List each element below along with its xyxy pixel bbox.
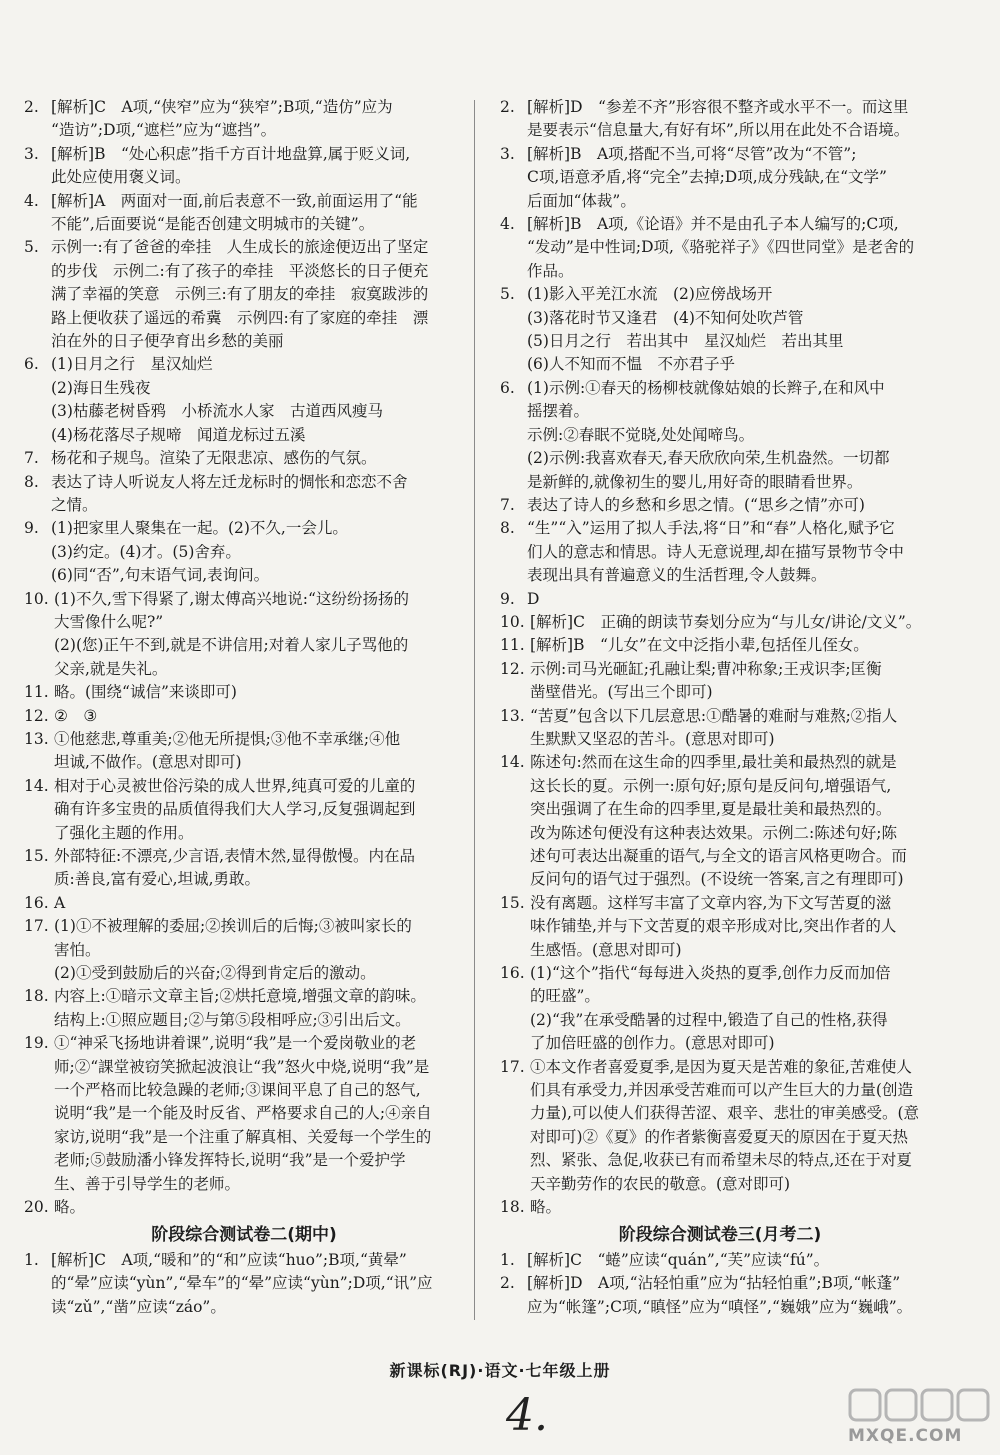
answer-item (500, 283, 940, 377)
answer-line: (1)不久,雪下得紧了,谢太傅高兴地说:“这纷纷扬扬的 (54, 589, 409, 608)
answer-line: 后面加“体裁”。 (527, 191, 636, 210)
answer-number: 15. (24, 847, 49, 865)
answer-item (500, 892, 940, 962)
answer-item (24, 447, 464, 470)
answer-line: [解析]B A项,搭配不当,可将“尽管”改为“不管”; (527, 144, 857, 163)
answer-number: 5. (24, 238, 39, 257)
answer-line: 没有离题。这样写丰富了文章内容,为下文写苦夏的滋 (530, 893, 892, 912)
answer-line: ①“神采飞扬地讲着课”,说明“我”是一个爱岗敬业的老 (54, 1034, 417, 1053)
answer-number: 11. (24, 683, 49, 702)
answer-item (24, 985, 464, 1032)
answer-line: 作品。 (527, 261, 574, 280)
answer-line: [解析]D “参差不齐”形容很不整齐或水平不一。而这里 (527, 98, 909, 116)
answer-number: 3. (24, 144, 39, 163)
answer-item (500, 588, 940, 611)
answer-line: ①他慈悲,尊重美;②他无所提惧;③他不幸承继;④他 (54, 729, 401, 748)
answer-line: 的旺盛”。 (530, 987, 600, 1006)
answer-number: 20. (24, 1198, 49, 1217)
answer-number: 12. (24, 706, 49, 725)
answer-line: 生、善于引导学生的老师。 (54, 1174, 241, 1193)
answer-line: 略。 (54, 1198, 86, 1217)
answer-number: 7. (24, 449, 39, 468)
answer-item (500, 1196, 940, 1219)
right-column (500, 96, 940, 1319)
answer-item (24, 892, 464, 915)
answer-line: 改为陈述句便没有这种表达效果。示例二:陈述句好;陈 (530, 823, 897, 842)
answer-line: (3)落花时节又逢君 (4)不知何处吹芦管 (527, 308, 804, 327)
answer-line: 杨花和子规鸟。渲染了无限悲凉、感伤的气氛。 (51, 449, 377, 468)
answer-item (500, 634, 940, 657)
answer-number: 5. (500, 285, 515, 304)
answer-item (500, 962, 940, 1056)
answer-line: (6)人不知而不愠 不亦君子乎 (527, 355, 735, 374)
answer-item (24, 915, 464, 985)
answer-item (24, 681, 464, 704)
answer-line: [解析]C A项,“侠窄”应为“狭窄”;B项,“造仿”应为 (51, 98, 393, 116)
answer-number: 6. (500, 378, 515, 397)
answer-line: 家访,说明“我”是一个注重了解真相、关爱每一个学生的 (54, 1127, 432, 1146)
answer-line: 了强化主题的作用。 (54, 823, 194, 842)
answer-line: 这长长的夏。示例一:原句好;原句是反问句,增强语气, (530, 776, 892, 795)
answer-line: 烈、紧张、急促,收获已有而希望未尽的特点,还在于对夏 (530, 1151, 912, 1170)
answer-line: (5)日月之行 若出其中 星汉灿烂 若出其里 (527, 332, 844, 351)
watermark (846, 1388, 996, 1452)
answer-number: 13. (500, 706, 525, 725)
answer-item (24, 775, 464, 845)
answer-line: 外部特征:不漂亮,少言语,表情木然,显得傲慢。内在品 (54, 847, 416, 865)
answer-item (500, 751, 940, 891)
answer-item (500, 517, 940, 587)
answer-line: 味作铺垫,并与下文苦夏的艰辛形成对比,突出作者的人 (530, 917, 897, 936)
answer-number: 4. (500, 215, 515, 234)
answer-line: 略。 (530, 1198, 562, 1217)
answer-item (500, 611, 940, 634)
answer-number: 19. (24, 1034, 49, 1053)
answer-item (24, 728, 464, 775)
answer-number: 10. (24, 589, 49, 608)
answer-line: [解析]C “蜷”应读“quán”,“芙”应读“fú”。 (527, 1250, 830, 1269)
answer-item (24, 588, 464, 682)
answer-line: 述句可表达出凝重的语气,与全文的语言风格更吻合。而 (530, 847, 907, 865)
answer-line: 示例:②春眠不觉晓,处处闻啼鸟。 (527, 425, 755, 444)
answer-item (500, 213, 940, 283)
answer-item (24, 190, 464, 237)
answer-line: (1)①不被理解的委屈;②挨训后的后悔;③被叫家长的 (54, 917, 412, 936)
answer-line: [解析]B “处心积虑”指千方百计地盘算,属于贬义词, (51, 144, 411, 163)
left-column (24, 96, 464, 1319)
answer-line: 老师;⑤鼓励潘小锋发挥特长,说明“我”是一个爱护学 (54, 1151, 406, 1170)
answer-line: [解析]B A项,《论语》并不是由孔子本人编写的;C项, (527, 215, 899, 234)
answer-line: [解析]D A项,“沾轻怕重”应为“拈轻怕重”;B项,“帐蓬” (527, 1274, 901, 1293)
answer-item (24, 845, 464, 892)
answer-number: 4. (24, 191, 39, 210)
answer-line: 表达了诗人听说友人将左迁龙标时的惆怅和恋恋不舍 (51, 472, 408, 491)
answer-line: (1)影入平羌江水流 (2)应傍战场开 (527, 285, 773, 304)
answer-line: 略。(围绕“诚信”来谈即可) (54, 683, 237, 702)
answer-line: D (527, 589, 540, 608)
answer-line: 应为“帐篷”;C项,“瞋怪”应为“嗔怪”,“巍娥”应为“巍峨”。 (527, 1297, 913, 1316)
answer-line: 一个严格而比较急躁的老师;③课间平息了自己的怒气, (54, 1081, 421, 1100)
answer-number: 2. (500, 1274, 515, 1293)
answer-number: 17. (500, 1057, 525, 1076)
answer-item (500, 705, 940, 752)
answer-item (24, 236, 464, 353)
page-footer: 新课标(RJ)·语文·七年级上册 (389, 1361, 611, 1380)
answer-line: 示例:司马光砸缸;孔融让梨;曹冲称象;王戎识李;匡衡 (530, 659, 882, 678)
answer-item (24, 143, 464, 190)
answer-line: “苦夏”包含以下几层意思:①酷暑的难耐与难熬;②指人 (530, 706, 898, 725)
answer-line: (3)约定。(4)才。(5)舍弃。 (51, 542, 241, 561)
answer-line: 了加倍旺盛的创作力。(意思对即可) (530, 1034, 775, 1053)
answer-line: 对即可)②《夏》的作者紫衡喜爱夏天的原因在于夏天热 (530, 1127, 909, 1146)
answer-line: 坦诚,不做作。(意思对即可) (54, 753, 242, 772)
answer-number: 6. (24, 355, 39, 374)
answer-line: (1)示例:①春天的杨柳枝就像姑娘的长辫子,在和风中 (527, 378, 885, 397)
answer-line: 大雪像什么呢?” (54, 612, 164, 631)
watermark-text: MXQE.COM (848, 1426, 963, 1446)
answer-line: 突出强调了在生命的四季里,夏是最壮美和最热烈的。 (530, 800, 892, 819)
answer-item (500, 377, 940, 494)
answer-line: (1)把家里人聚集在一起。(2)不久,一会儿。 (51, 519, 348, 538)
answer-item (24, 353, 464, 447)
answer-line: 内容上:①暗示文章主旨;②烘托意境,增强文章的韵味。 (54, 987, 426, 1006)
section-heading: 阶段综合测试卷三(月考二) (618, 1224, 822, 1245)
answer-item (24, 517, 464, 587)
answer-line: 陈述句:然而在这生命的四季里,最壮美和最热烈的就是 (530, 753, 897, 772)
answer-line: 表达了诗人的乡愁和乡思之情。(“思乡之情”亦可) (527, 495, 865, 514)
answer-line: 们人的意志和情思。诗人无意说理,却在描写景物节令中 (527, 542, 904, 561)
answer-line: 读“zǔ”,“凿”应读“záo”。 (51, 1297, 226, 1316)
answer-number: 12. (500, 659, 525, 678)
answer-line: 生感悟。(意思对即可) (530, 940, 682, 959)
answer-number: 13. (24, 729, 49, 748)
answer-line: 质:善良,富有爱心,坦诚,勇敢。 (54, 870, 261, 889)
answer-number: 16. (500, 964, 525, 983)
answer-line: 力量),可以使人们获得苦涩、艰辛、悲壮的审美感受。(意 (530, 1104, 920, 1123)
answer-number: 11. (500, 636, 525, 655)
answer-number: 7. (500, 495, 515, 514)
answer-line: [解析]B “儿女”在文中泛指小辈,包括侄儿侄女。 (530, 636, 869, 655)
answer-line: (2)海日生残夜 (51, 378, 151, 397)
answer-item (24, 705, 464, 728)
answer-item (24, 1032, 464, 1196)
answer-item (24, 1249, 464, 1319)
answer-line: (4)杨花落尽子规啼 闻道龙标过五溪 (51, 425, 306, 444)
answer-item (24, 96, 464, 143)
answer-line: “造访”;D项,“遮栏”应为“遮挡”。 (51, 121, 277, 140)
answer-line: ①本文作者喜爱夏季,是因为夏天是苦难的象征,苦难使人 (530, 1057, 912, 1076)
answer-number: 18. (24, 987, 49, 1006)
answer-line: 摇摆着。 (527, 402, 590, 421)
answer-number: 10. (500, 612, 525, 631)
answer-number: 2. (24, 98, 39, 116)
answer-line: (2)①受到鼓励后的兴奋;②得到肯定后的激动。 (54, 964, 376, 983)
answer-number: 2. (500, 98, 515, 116)
answer-line: 的“晕”应读“yùn”,“晕车”的“晕”应读“yùn”;D项,“讯”应 (51, 1274, 433, 1293)
answer-line: A (54, 893, 66, 912)
answer-number: 8. (24, 472, 39, 491)
answer-line: ② ③ (54, 706, 98, 725)
answer-line: 之情。 (51, 495, 98, 514)
answer-number: 15. (500, 893, 525, 912)
answer-line: [解析]C 正确的朗读节奏划分应为“与儿女/讲论/文义”。 (530, 612, 922, 631)
answer-line: 满了幸福的笑意 示例三:有了朋友的牵挂 寂寞跋涉的 (51, 285, 429, 304)
answer-line: (2)示例:我喜欢春天,春天欣欣向荣,生机盎然。一切都 (527, 449, 890, 468)
watermark-logo-icon (846, 1388, 996, 1428)
answer-line: 此处应使用褒义词。 (51, 168, 191, 187)
answer-item (500, 1056, 940, 1196)
answer-number: 8. (500, 519, 515, 538)
answer-item (500, 143, 940, 213)
answer-line: 相对于心灵被世俗污染的成人世界,纯真可爱的儿童的 (54, 776, 416, 795)
answer-line: 父亲,就是失礼。 (54, 659, 168, 678)
answer-line: 路上便收获了遥远的希冀 示例四:有了家庭的牵挂 漂 (51, 308, 429, 327)
answer-line: 的步伐 示例二:有了孩子的牵挂 平淡悠长的日子便充 (51, 261, 429, 280)
answer-number: 18. (500, 1198, 525, 1217)
column-divider (474, 100, 475, 1320)
answer-item (500, 658, 940, 705)
answer-line: (2)(您)正午不到,就是不讲信用;对着人家儿子骂他的 (54, 636, 409, 655)
answer-line: 泊在外的日子便孕育出乡愁的美丽 (51, 332, 284, 351)
answer-line: [解析]A 两面对一面,前后表意不一致,前面运用了“能 (51, 191, 418, 210)
answer-line: 说明“我”是一个能及时反省、严格要求自己的人;④亲自 (54, 1104, 432, 1123)
answer-number: 3. (500, 144, 515, 163)
answer-number: 16. (24, 893, 49, 912)
answer-line: 是新鲜的,就像初生的婴儿,用好奇的眼睛看世界。 (527, 472, 863, 491)
answer-line: (1)“这个”指代“每每进入炎热的夏季,创作力反而加倍 (530, 964, 891, 983)
page-number: 4. (506, 1390, 548, 1441)
answer-item (24, 471, 464, 518)
answer-line: 凿壁借光。(写出三个即可) (530, 683, 713, 702)
answer-line: 结构上:①照应题目;②与第⑤段相呼应;③引出后文。 (54, 1010, 411, 1029)
section-heading: 阶段综合测试卷二(期中) (151, 1224, 337, 1245)
answer-item (500, 96, 940, 143)
answer-line: 生默默又坚忍的苦斗。(意思对即可) (530, 729, 775, 748)
answer-line: (3)枯藤老树昏鸦 小桥流水人家 古道西风瘦马 (51, 402, 383, 421)
answer-line: (2)“我”在承受酷暑的过程中,锻造了自己的性格,获得 (530, 1010, 888, 1029)
answer-item (500, 494, 940, 517)
answer-number: 9. (24, 519, 39, 538)
answer-line: “发动”是中性词;D项,《骆驼祥子》《四世同堂》是老舍的 (527, 238, 915, 257)
answer-line: 表现出具有普遍意义的生活哲理,令人鼓舞。 (527, 566, 827, 585)
answer-number: 14. (500, 753, 525, 772)
answer-item (500, 1249, 940, 1272)
answer-item (24, 1196, 464, 1219)
answer-line: 确有许多宝贵的品质值得我们大人学习,反复强调起到 (54, 800, 416, 819)
answer-line: 天辛勤劳作的农民的敬意。(意对即可) (530, 1174, 791, 1193)
answer-number: 1. (500, 1250, 515, 1269)
answer-line: C项,语意矛盾,将“完全”去掉;D项,成分残缺,在“文学” (527, 168, 887, 187)
answer-number: 14. (24, 776, 49, 795)
answer-line: [解析]C A项,“暖和”的“和”应读“huo”;B项,“黄晕” (51, 1250, 407, 1269)
answer-line: 反问句的语气过于强烈。(不设统一答案,言之有理即可) (530, 870, 904, 889)
answer-line: 师;②“課堂被窃笑掀起波浪让“我”怒火中烧,说明“我”是 (54, 1057, 430, 1076)
answer-number: 1. (24, 1250, 39, 1269)
answer-line: 害怕。 (54, 940, 101, 959)
answer-line: (1)日月之行 星汉灿烂 (51, 355, 213, 374)
answer-line: (6)同“否”,句末语气词,表询问。 (51, 566, 270, 585)
answer-number: 17. (24, 917, 49, 936)
answer-item (500, 1272, 940, 1319)
answer-line: “生”“入”运用了拟人手法,将“日”和“春”人格化,赋予它 (527, 519, 895, 538)
answer-line: 不能”,后面要说“是能否创建文明城市的关键”。 (51, 215, 375, 234)
answer-line: 是要表示“信息量大,有好有坏”,所以用在此处不合语境。 (527, 121, 910, 140)
answer-number: 9. (500, 589, 515, 608)
answer-line: 示例一:有了爸爸的牵挂 人生成长的旅途便迈出了坚定 (51, 238, 429, 257)
answer-line: 们具有承受力,并因承受苦难而可以产生巨大的力量(创造 (530, 1081, 913, 1100)
